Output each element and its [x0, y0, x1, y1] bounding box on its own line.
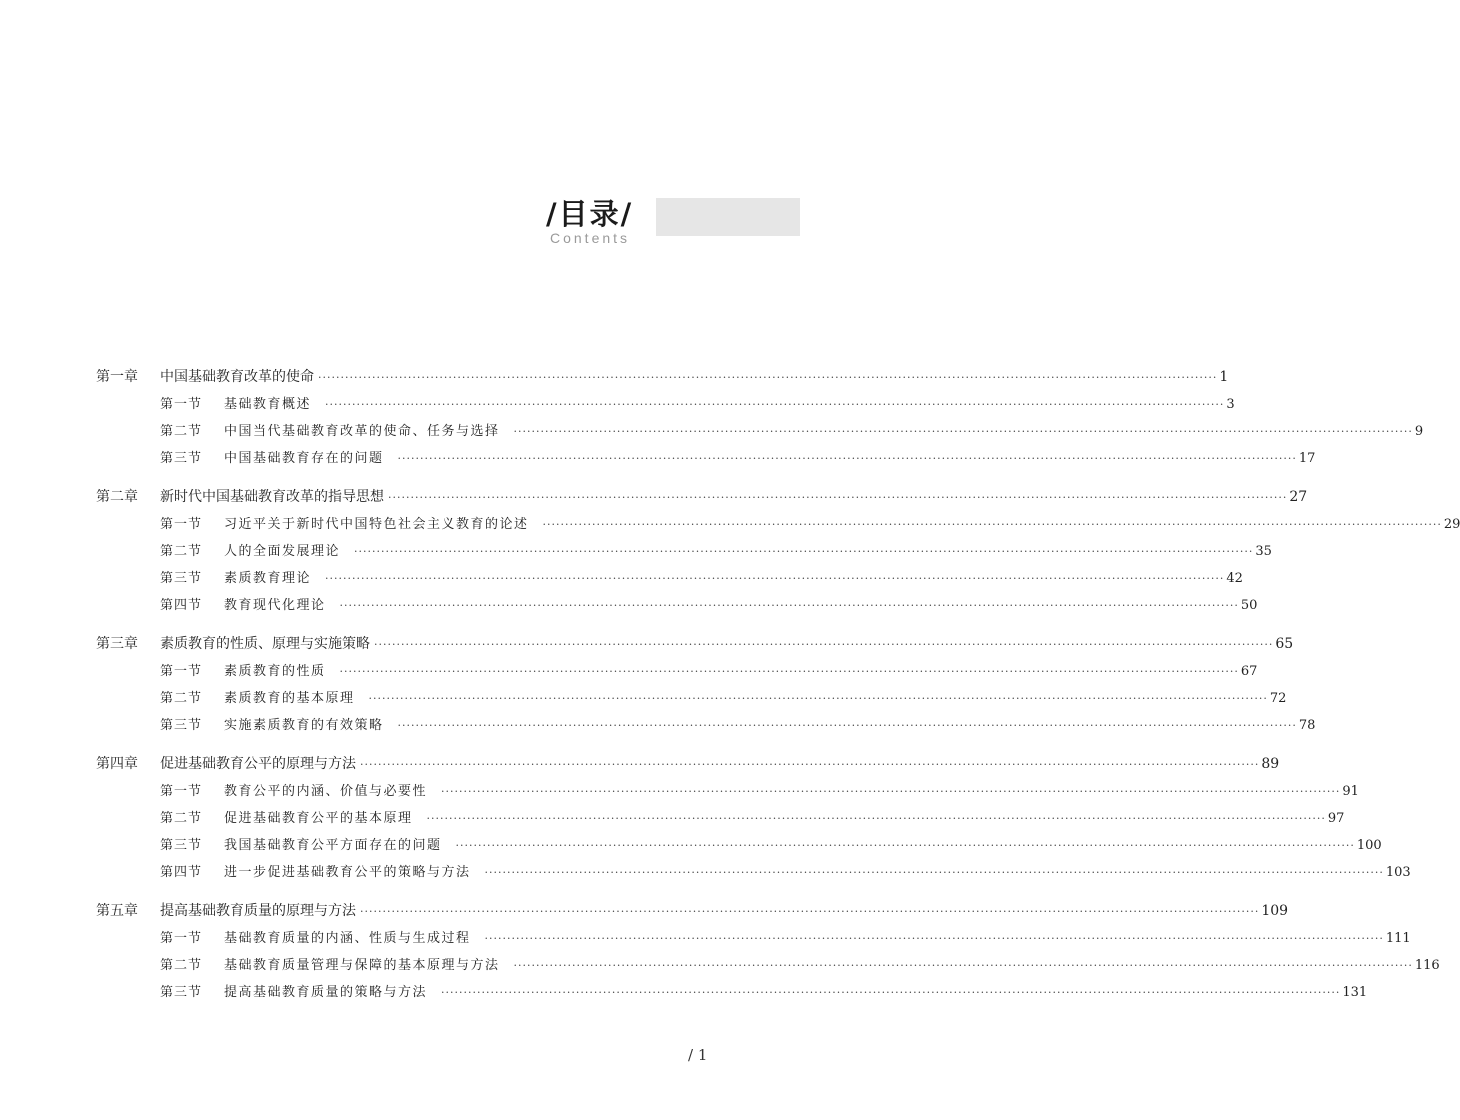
section-number: 第二节	[160, 544, 203, 559]
section-number: 第一节	[160, 664, 203, 679]
toc-section-entry[interactable]	[96, 714, 1316, 741]
toc-section-entry[interactable]	[96, 807, 1345, 834]
toc-section-entry[interactable]	[96, 981, 1368, 1008]
section-page-number: 103	[1385, 865, 1411, 880]
toc-chapter-entry[interactable]	[96, 753, 1280, 780]
section-title: 基础教育质量的内涵、性质与生成过程	[224, 931, 471, 946]
dot-leader: ········································································································································································································	[339, 599, 1239, 612]
toc-section-entry[interactable]	[96, 594, 1258, 621]
section-page-number: 29	[1443, 517, 1460, 532]
chapter-page-number: 89	[1261, 756, 1280, 772]
section-page-number: 78	[1298, 718, 1316, 733]
dot-leader: ········································································································································································································	[484, 932, 1384, 945]
dot-leader: ········································································································································································································	[374, 638, 1274, 651]
section-number: 第三节	[160, 985, 203, 1000]
section-number: 第四节	[160, 865, 203, 880]
chapter-page-number: 27	[1289, 489, 1308, 505]
dot-leader: ········································································································································································································	[397, 719, 1297, 732]
section-page-number: 9	[1414, 424, 1424, 439]
toc-section-entry[interactable]	[96, 567, 1243, 594]
section-title: 进一步促进基础教育公平的策略与方法	[224, 865, 471, 880]
toc-section-entry[interactable]	[96, 447, 1316, 474]
section-number: 第四节	[160, 598, 203, 613]
section-title: 素质教育的基本原理	[224, 691, 355, 706]
chapter-title: 中国基础教育改革的使命	[160, 369, 314, 385]
section-page-number: 91	[1342, 784, 1359, 799]
chapter-title: 提高基础教育质量的原理与方法	[160, 903, 356, 919]
toc-chapter	[96, 753, 1411, 888]
dot-leader: ········································································································································································································	[325, 398, 1225, 411]
section-page-number: 100	[1356, 838, 1382, 853]
chapter-number: 第五章	[96, 903, 138, 919]
section-number: 第二节	[160, 811, 203, 826]
section-title: 基础教育概述	[224, 397, 312, 412]
table-of-contents	[96, 366, 1460, 1020]
toc-section-entry[interactable]	[96, 393, 1235, 420]
section-title: 基础教育质量管理与保障的基本原理与方法	[224, 958, 500, 973]
section-page-number: 72	[1269, 691, 1287, 706]
dot-leader: ········································································································································································································	[360, 905, 1260, 918]
section-number: 第三节	[160, 571, 203, 586]
section-page-number: 50	[1240, 598, 1258, 613]
chapter-title: 素质教育的性质、原理与实施策略	[160, 636, 370, 652]
section-number: 第二节	[160, 958, 203, 973]
toc-section-entry[interactable]	[96, 861, 1411, 888]
toc-section-entry[interactable]	[96, 954, 1440, 981]
dot-leader: ········································································································································································································	[426, 812, 1326, 825]
section-title: 素质教育理论	[224, 571, 312, 586]
dot-leader: ········································································································································································································	[318, 371, 1218, 384]
toc-section-entry[interactable]	[96, 834, 1382, 861]
chapter-number: 第一章	[96, 369, 138, 385]
toc-chapter	[96, 366, 1424, 474]
section-page-number: 3	[1226, 397, 1235, 412]
toc-chapter	[96, 900, 1440, 1008]
section-page-number: 111	[1385, 931, 1411, 946]
dot-leader: ········································································································································································································	[388, 491, 1288, 504]
chapter-page-number: 109	[1261, 903, 1289, 919]
chapter-title: 新时代中国基础教育改革的指导思想	[160, 489, 384, 505]
section-number: 第二节	[160, 424, 203, 439]
section-title: 实施素质教育的有效策略	[224, 718, 384, 733]
dot-leader: ········································································································································································································	[397, 452, 1297, 465]
toc-chapter-entry[interactable]	[96, 486, 1308, 513]
dot-leader: ········································································································································································································	[484, 866, 1384, 879]
section-page-number: 17	[1298, 451, 1316, 466]
toc-chapter-entry[interactable]	[96, 633, 1294, 660]
section-number: 第一节	[160, 397, 203, 412]
toc-section-entry[interactable]	[96, 660, 1258, 687]
section-page-number: 131	[1342, 985, 1368, 1000]
chapter-page-number: 1	[1219, 369, 1229, 385]
section-title: 中国基础教育存在的问题	[224, 451, 384, 466]
chapter-number: 第二章	[96, 489, 138, 505]
section-page-number: 97	[1327, 811, 1345, 826]
toc-section-entry[interactable]	[96, 780, 1359, 807]
section-page-number: 67	[1240, 664, 1258, 679]
dot-leader: ········································································································································································································	[455, 839, 1355, 852]
toc-section-entry[interactable]	[96, 927, 1411, 954]
toc-chapter-entry[interactable]	[96, 366, 1229, 393]
dot-leader: ········································································································································································································	[339, 665, 1239, 678]
dot-leader: ········································································································································································································	[360, 758, 1260, 771]
chapter-number: 第四章	[96, 756, 138, 772]
section-title: 习近平关于新时代中国特色社会主义教育的论述	[224, 517, 529, 532]
chapter-number: 第三章	[96, 636, 138, 652]
toc-section-entry[interactable]	[96, 687, 1287, 714]
toc-section-entry[interactable]	[96, 513, 1460, 540]
section-page-number: 116	[1414, 958, 1440, 973]
section-title: 教育公平的内涵、价值与必要性	[224, 784, 428, 799]
section-page-number: 42	[1226, 571, 1243, 586]
chapter-title: 促进基础教育公平的原理与方法	[160, 756, 356, 772]
toc-chapter	[96, 633, 1316, 741]
toc-section-entry[interactable]	[96, 540, 1272, 567]
chapter-page-number: 65	[1275, 636, 1294, 652]
section-title: 人的全面发展理论	[224, 544, 341, 559]
dot-leader: ········································································································································································································	[325, 572, 1225, 585]
toc-chapter	[96, 486, 1460, 621]
section-number: 第一节	[160, 784, 203, 799]
dot-leader: ········································································································································································································	[441, 986, 1341, 999]
page-subtitle: Contents	[550, 230, 631, 246]
section-title: 促进基础教育公平的基本原理	[224, 811, 413, 826]
section-number: 第三节	[160, 838, 203, 853]
toc-section-entry[interactable]	[96, 420, 1424, 447]
title-block	[520, 188, 800, 258]
toc-chapter-entry[interactable]	[96, 900, 1289, 927]
dot-leader: ········································································································································································································	[542, 518, 1442, 531]
section-number: 第三节	[160, 718, 203, 733]
dot-leader: ········································································································································································································	[368, 692, 1268, 705]
dot-leader: ········································································································································································································	[513, 959, 1413, 972]
section-number: 第三节	[160, 451, 203, 466]
section-number: 第一节	[160, 931, 203, 946]
page-number: / 1	[688, 1046, 708, 1064]
dot-leader: ········································································································································································································	[513, 425, 1413, 438]
section-page-number: 35	[1255, 544, 1272, 559]
dot-leader: ········································································································································································································	[441, 785, 1341, 798]
dot-leader: ········································································································································································································	[354, 545, 1254, 558]
section-title: 教育现代化理论	[224, 598, 326, 613]
page-title: /目录/	[546, 197, 634, 231]
section-title: 提高基础教育质量的策略与方法	[224, 985, 428, 1000]
section-title: 我国基础教育公平方面存在的问题	[224, 838, 442, 853]
section-title: 中国当代基础教育改革的使命、任务与选择	[224, 424, 500, 439]
section-number: 第一节	[160, 517, 203, 532]
section-number: 第二节	[160, 691, 203, 706]
section-title: 素质教育的性质	[224, 664, 326, 679]
title-band-decoration	[656, 198, 800, 236]
